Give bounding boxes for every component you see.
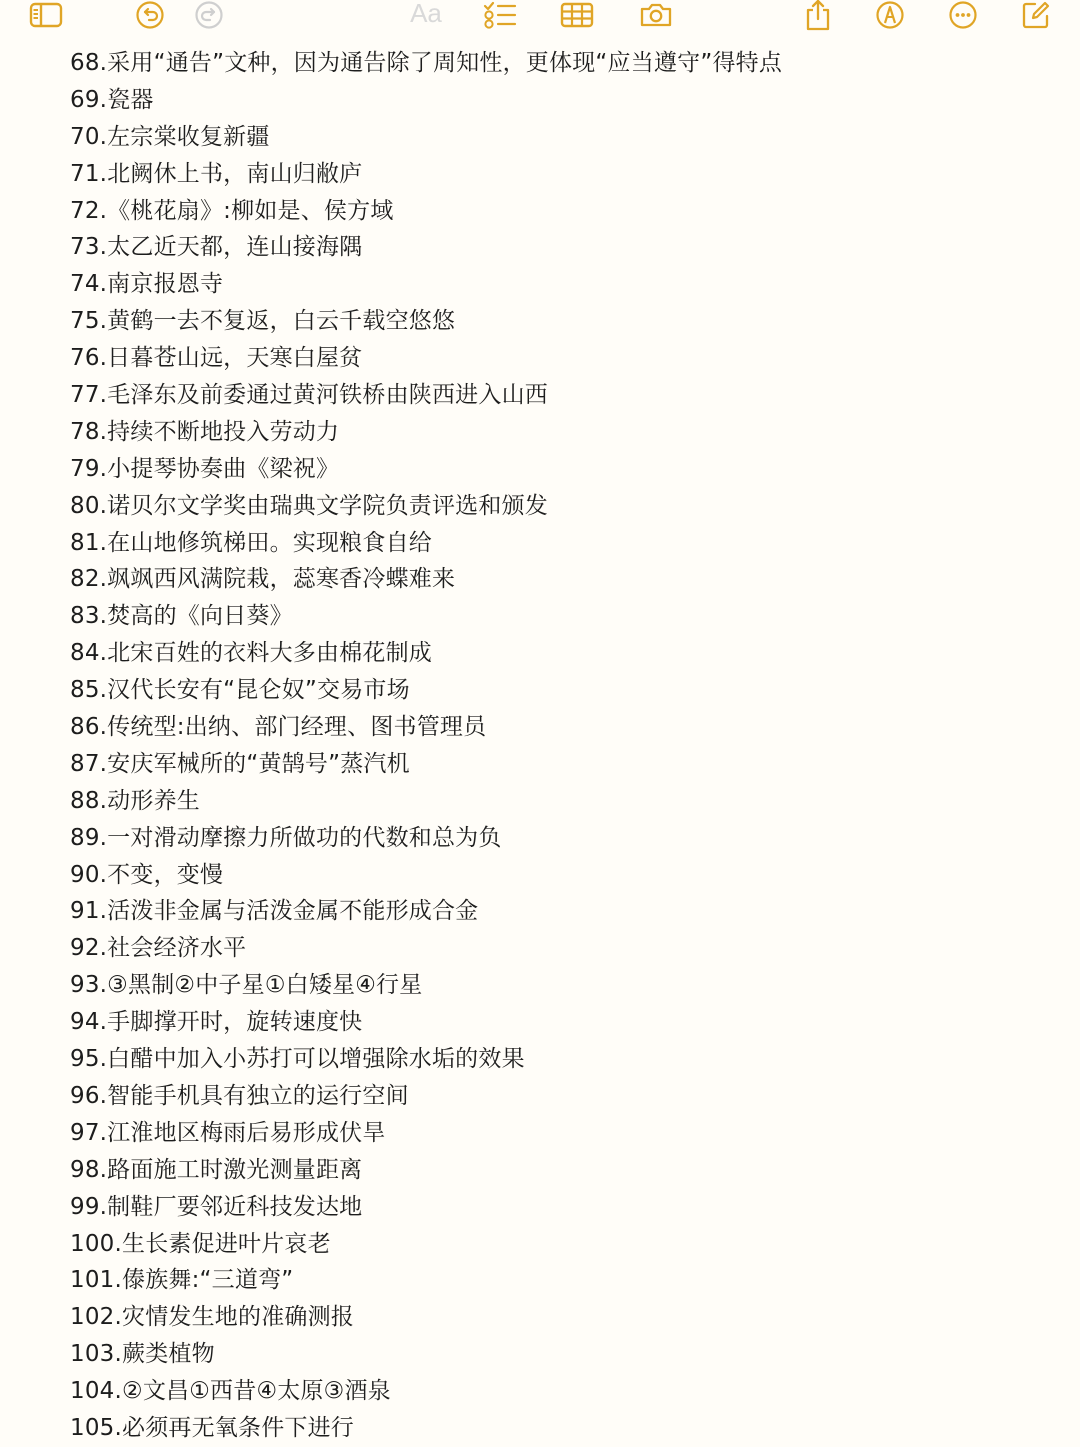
sidebar-toggle-button[interactable] — [28, 0, 64, 30]
note-line: 69.瓷器 — [70, 86, 154, 113]
camera-icon — [639, 1, 673, 29]
note-line: 102.灾情发生地的准确测报 — [70, 1304, 355, 1331]
camera-button[interactable] — [638, 0, 674, 30]
note-line: 93.③黑制②中子星①白矮星④行星 — [70, 972, 423, 999]
note-line: 76.日暮苍山远，天寒白屋贫 — [70, 345, 363, 372]
note-line: 95.白醋中加入小苏打可以增强除水垢的效果 — [70, 1046, 525, 1073]
redo-button[interactable] — [191, 0, 227, 30]
note-line: 87.安庆军械所的“黄鹄号”蒸汽机 — [70, 750, 410, 777]
note-line: 77.毛泽东及前委通过黄河铁桥由陕西进入山西 — [70, 382, 548, 409]
note-line: 85.汉代长安有“昆仑奴”交易市场 — [70, 677, 410, 704]
checklist-button[interactable] — [482, 0, 518, 30]
note-line: 99.制鞋厂要邻近科技发达地 — [70, 1193, 363, 1220]
sidebar-icon — [29, 2, 63, 28]
note-line: 88.动形养生 — [70, 787, 200, 814]
note-line: 103.蕨类植物 — [70, 1341, 215, 1368]
markup-icon — [875, 0, 905, 30]
note-line: 92.社会经济水平 — [70, 935, 247, 962]
note-line: 70.左宗棠收复新疆 — [70, 123, 270, 150]
text-format-button[interactable] — [404, 0, 448, 30]
note-line: 86.传统型:出纳、部门经理、图书管理员 — [70, 714, 487, 741]
note-line: 101.傣族舞:“三道弯” — [70, 1267, 294, 1294]
note-line: 97.江淮地区梅雨后易形成伏旱 — [70, 1119, 386, 1146]
share-icon — [804, 0, 832, 31]
note-line: 71.北阙休上书，南山归敝庐 — [70, 160, 363, 187]
share-button[interactable] — [800, 0, 836, 30]
undo-icon — [135, 0, 165, 30]
note-line: 82.飒飒西风满院栽，蕊寒香冷蝶难来 — [70, 566, 456, 593]
note-line: 74.南京报恩寺 — [70, 271, 224, 298]
note-line: 78.持续不断地投入劳动力 — [70, 418, 340, 445]
more-button[interactable] — [945, 0, 981, 30]
undo-button[interactable] — [132, 0, 168, 30]
compose-button[interactable] — [1018, 0, 1054, 30]
note-line: 83.焚高的《向日葵》 — [70, 603, 293, 630]
note-line: 98.路面施工时激光测量距离 — [70, 1156, 363, 1183]
note-line: 79.小提琴协奏曲《梁祝》 — [70, 455, 340, 482]
note-line: 80.诺贝尔文学奖由瑞典文学院负责评选和颁发 — [70, 492, 548, 519]
text-format-icon: Aa — [410, 0, 442, 28]
note-line: 72.《桃花扇》:柳如是、侯方域 — [70, 197, 394, 224]
note-line: 73.太乙近天都，连山接海隅 — [70, 234, 363, 261]
redo-icon — [194, 0, 224, 30]
note-line: 90.不变，变慢 — [70, 861, 224, 888]
note-body[interactable] — [70, 45, 1060, 1447]
checklist-icon — [483, 1, 517, 29]
compose-icon — [1021, 0, 1051, 30]
note-line: 96.智能手机具有独立的运行空间 — [70, 1082, 409, 1109]
toolbar — [0, 0, 1080, 36]
note-line: 81.在山地修筑梯田。实现粮食自给 — [70, 529, 432, 556]
table-icon — [560, 2, 594, 28]
note-line: 89.一对滑动摩擦力所做功的代数和总为负 — [70, 824, 502, 851]
note-line: 84.北宋百姓的衣料大多由棉花制成 — [70, 640, 432, 667]
note-line: 100.生长素促进叶片哀老 — [70, 1230, 331, 1257]
note-line: 91.活泼非金属与活泼金属不能形成合金 — [70, 898, 479, 925]
markup-button[interactable] — [872, 0, 908, 30]
note-line: 75.黄鹤一去不复返，白云千载空悠悠 — [70, 308, 456, 335]
note-line: 105.必须再无氧条件下进行 — [70, 1414, 355, 1441]
note-line: 104.②文昌①西昔④太原③酒泉 — [70, 1378, 391, 1405]
note-line: 68.采用“通告”文种，因为通告除了周知性，更体现“应当遵守”得特点 — [70, 50, 783, 76]
more-icon — [948, 0, 978, 30]
table-button[interactable] — [559, 0, 595, 30]
note-line: 94.手脚撑开时，旋转速度快 — [70, 1009, 363, 1036]
